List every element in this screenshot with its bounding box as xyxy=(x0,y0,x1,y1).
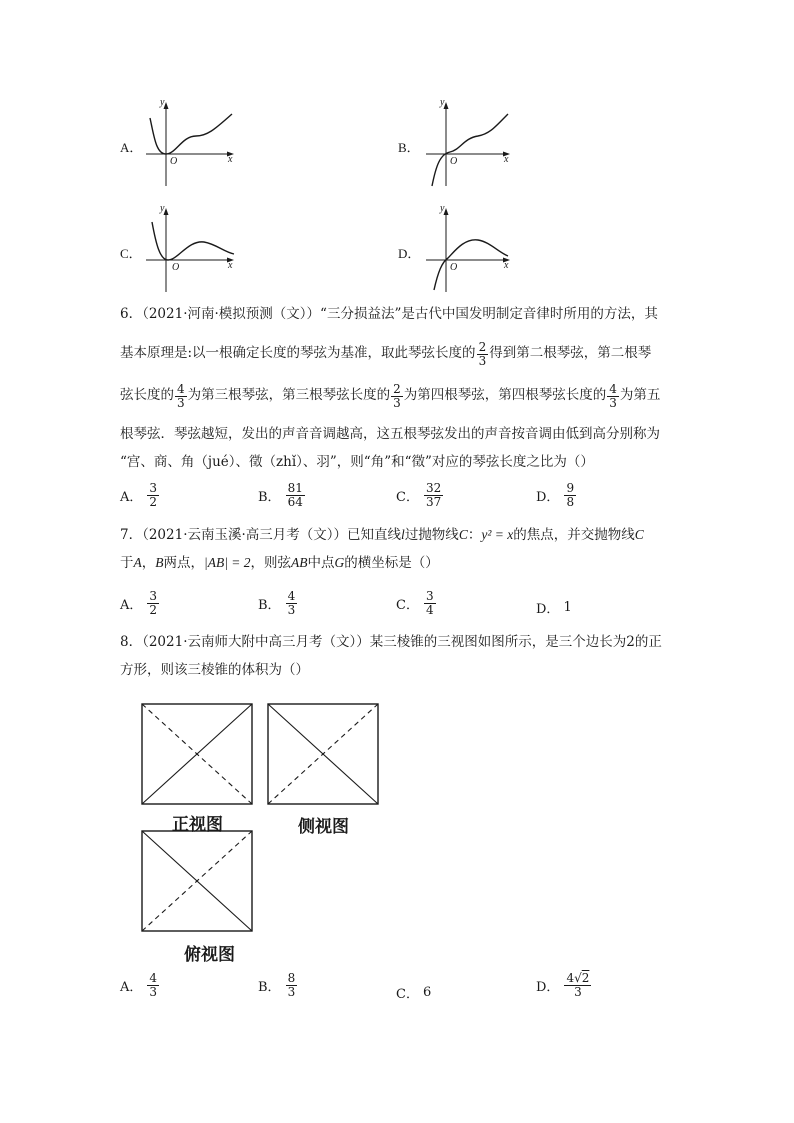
option-label: C． xyxy=(120,246,142,261)
q7-line-1: 7．（2021·云南玉溪·高三月考（文））已知直线l过抛物线C：y² = x的焦点，并交抛物线C xyxy=(120,527,644,543)
top-view-diagram xyxy=(141,830,253,932)
side-view-label: 侧视图 xyxy=(298,817,349,837)
question-number: 6． xyxy=(120,306,143,322)
graph-a xyxy=(144,96,240,188)
q8-choice-d[interactable]: D． $\frac{4√2}{3}$ xyxy=(536,971,590,999)
option-label: A． xyxy=(120,140,143,155)
x-axis-label: x xyxy=(504,154,509,165)
q6-line-4: 根琴弦．琴弦越短，发出的声音音调越高，这五根琴弦发出的声音按音调由低到高分别称为 xyxy=(120,426,660,442)
q6-line-5: “宫、商、角（jué）、徵（zhǐ）、羽”，则“角”和“徵”对应的琴弦长度之比为（） xyxy=(120,454,594,470)
fraction-two-thirds: $\frac{2}{3}$ xyxy=(393,381,401,410)
q6-line-2: 基本原理是:以一根确定长度的琴弦为基准，取此琴弦长度的 $\frac{2}{3}$ 得到第二根琴弦，第二根琴 xyxy=(120,339,652,368)
y-axis-label: y xyxy=(440,97,445,108)
graph-c xyxy=(144,202,240,294)
q7-choice-d[interactable]: D． 1 xyxy=(536,600,572,617)
q7-line-2: 于A，B两点，|AB| = 2，则弦AB中点G的横坐标是（） xyxy=(120,555,439,571)
origin-label: O xyxy=(450,156,458,167)
q7-choice-a[interactable]: A． $\frac{3}{2}$ xyxy=(120,589,158,617)
option-label: D． xyxy=(398,246,421,261)
x-axis-label: x xyxy=(504,260,509,271)
q6-choice-c[interactable]: C． $\frac{32}{37}$ xyxy=(396,481,442,509)
option-label: B． xyxy=(398,140,420,155)
graph-d xyxy=(424,202,520,294)
origin-label: O xyxy=(450,262,458,273)
side-view-diagram xyxy=(267,703,379,805)
q7-choice-c[interactable]: C． $\frac{3}{4}$ xyxy=(396,589,434,617)
q6-line-1: 6．（2021·河南·模拟预测（文））“三分损益法”是古代中国发明制定音律时所用的方法，其 xyxy=(120,306,658,322)
y-axis-label: y xyxy=(160,203,165,214)
q8-line-1: 8．（2021·云南师大附中高三月考（文））某三棱锥的三视图如图所示，是三个边长为2的正 xyxy=(120,634,662,650)
x-axis-label: x xyxy=(228,260,233,271)
front-view-label: 正视图 xyxy=(172,815,223,835)
question-source: （2021·河南·模拟预测（文）） xyxy=(142,306,321,322)
top-view-label: 俯视图 xyxy=(184,945,235,965)
q6-choice-b[interactable]: B． $\frac{81}{64}$ xyxy=(258,481,303,509)
q7-choice-b[interactable]: B． $\frac{4}{3}$ xyxy=(258,589,296,617)
y-axis-label: y xyxy=(160,97,165,108)
graph-b xyxy=(424,96,520,188)
y-axis-label: y xyxy=(440,203,445,214)
fraction-four-thirds: $\frac{4}{3}$ xyxy=(609,381,617,410)
origin-label: O xyxy=(172,262,180,273)
q8-choice-b[interactable]: B． $\frac{8}{3}$ xyxy=(258,971,296,999)
front-view-diagram xyxy=(141,703,253,805)
q6-choice-a[interactable]: A． $\frac{3}{2}$ xyxy=(120,481,158,509)
q8-choice-c[interactable]: C． 6 xyxy=(396,985,432,1002)
q6-choice-d[interactable]: D． $\frac{9}{8}$ xyxy=(536,481,575,509)
q8-line-2: 方形，则该三棱锥的体积为（） xyxy=(120,662,309,678)
q8-choice-a[interactable]: A． $\frac{4}{3}$ xyxy=(120,971,158,999)
fraction-four-thirds: $\frac{4}{3}$ xyxy=(177,381,185,410)
fraction-two-thirds: $\frac{2}{3}$ xyxy=(478,339,487,368)
q6-line-3: 弦长度的 $\frac{4}{3}$ 为第三根琴弦，第三根琴弦长度的 $\frac{2}{3}$ 为第四根琴弦，第四根琴弦长度的 $\frac{4}{3}$ 为第五 xyxy=(120,381,661,410)
x-axis-label: x xyxy=(228,154,233,165)
origin-label: O xyxy=(170,156,178,167)
